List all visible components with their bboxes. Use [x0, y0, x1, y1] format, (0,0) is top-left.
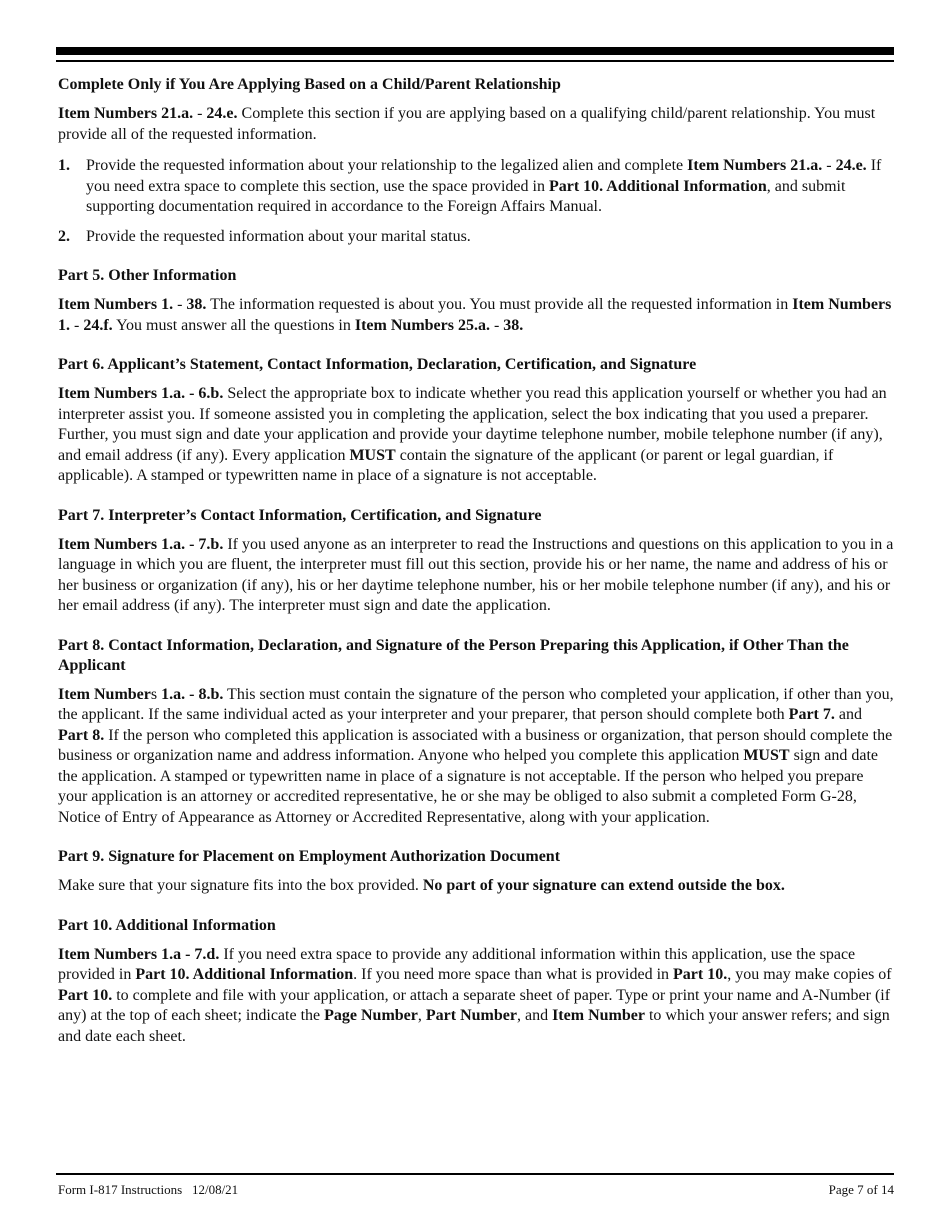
instructions-body — [58, 75, 896, 1047]
part7-paragraph: Item Numbers 1.a. - 7.b. If you used anyone as an interpreter to read the Instructions and questions on this application to you in a language in which you are fluent, the interpreter must fill out this section, provide his or her name, the name and address of his or her business or organization (if any), his or her daytime telephone number, his or her mobile telephone number (if any), and his or her email address (if any). The interpreter must sign and date the application. — [58, 535, 894, 614]
list-item-number: 1. — [58, 157, 70, 174]
part10-heading: Part 10. Additional Information — [58, 916, 276, 934]
page-number: Page 7 of 14 — [828, 1182, 894, 1197]
part9-heading: Part 9. Signature for Placement on Employment Authorization Document — [58, 848, 561, 865]
part6-heading: Part 6. Applicant’s Statement, Contact Information, Declaration, Certification, and Signature — [58, 356, 697, 373]
part5-heading: Part 5. Other Information — [58, 267, 237, 284]
part10-paragraph: Item Numbers 1.a - 7.d. If you need extra space to provide any additional information within this application, use the space provided in Part 10. Additional Information. If you need more space than what is provided in Part 10., you may make copies of Part 10. to complete and file with your application, or attach a separate sheet of paper. Type or print your name and A-Number (if any) at the top of each sheet; indicate the Page Number, Part Number, and Item Number to which your answer refers; and sign and date each sheet. — [58, 945, 892, 1045]
part6-paragraph: Item Numbers 1.a. - 6.b. Select the appropriate box to indicate whether you read this application yourself or whether you had an interpreter assist you. If someone assisted you in completing the application, select the box indicating that you used a preparer. Further, you must sign and date your application and provide your daytime telephone number, mobile telephone number (if any), and email address (if any). Every application MUST contain the signature of the applicant (or parent or legal guardian, if applicable). A stamped or typewritten name in place of a signature is not acceptable. — [58, 385, 887, 484]
part7-heading: Part 7. Interpreter’s Contact Information, Certification, and Signature — [58, 506, 542, 524]
list-item-text: Provide the requested information about your marital status. — [86, 227, 471, 245]
list-item — [58, 156, 896, 218]
child-parent-intro: Item Numbers 21.a. - 24.e. Complete this section if you are applying based on a qualifying child/parent relationship. You must provide all of the requested information. — [58, 105, 876, 143]
form-identifier: Form I-817 Instructions 12/08/21 — [58, 1182, 239, 1197]
list-item — [58, 227, 896, 248]
header-thin-rule — [56, 60, 894, 62]
child-parent-item-list — [58, 156, 896, 247]
part8-heading: Part 8. Contact Information, Declaration, and Signature of the Person Preparing this Application, if Other Than the Applicant — [58, 636, 849, 674]
list-item-text: Provide the requested information about your relationship to the legalized alien and complete Item Numbers 21.a. - 24.e. If you need extra space to complete this section, use the space provided in Part 10. Additional Information, and submit supporting documentation required in accordance to the Foreign Affairs Manual. — [86, 157, 882, 215]
part9-paragraph: Make sure that your signature fits into the box provided. No part of your signature can extend outside the box. — [58, 877, 785, 894]
page-footer — [58, 1182, 894, 1198]
part8-paragraph: Item Numbers 1.a. - 8.b. This section must contain the signature of the person who completed your application, if other than you, the applicant. If the same individual acted as your interpreter and your preparer, that person should complete both Part 7. and Part 8. If the person who completed this application is associated with a business or organization, that person should complete the business or organization name and address information. Anyone who helped you complete this application MUST sign and date the application. A stamped or typewritten name in place of a signature is not acceptable. If the person who helped you prepare your application is an attorney or accredited representative, he or she may be obliged to also submit a completed Form G-28, Notice of Entry of Appearance as Attorney or Accredited Representative, along with your application. — [58, 685, 894, 826]
footer-rule — [56, 1173, 894, 1175]
list-item-number: 2. — [58, 227, 70, 245]
child-parent-heading: Complete Only if You Are Applying Based on a Child/Parent Relationship — [58, 76, 561, 93]
header-thick-rule — [56, 47, 894, 55]
part5-paragraph: Item Numbers 1. - 38. The information requested is about you. You must provide all the requested information in Item Numbers 1. - 24.f. You must answer all the questions in Item Numbers 25.a. - 38. — [58, 296, 892, 334]
